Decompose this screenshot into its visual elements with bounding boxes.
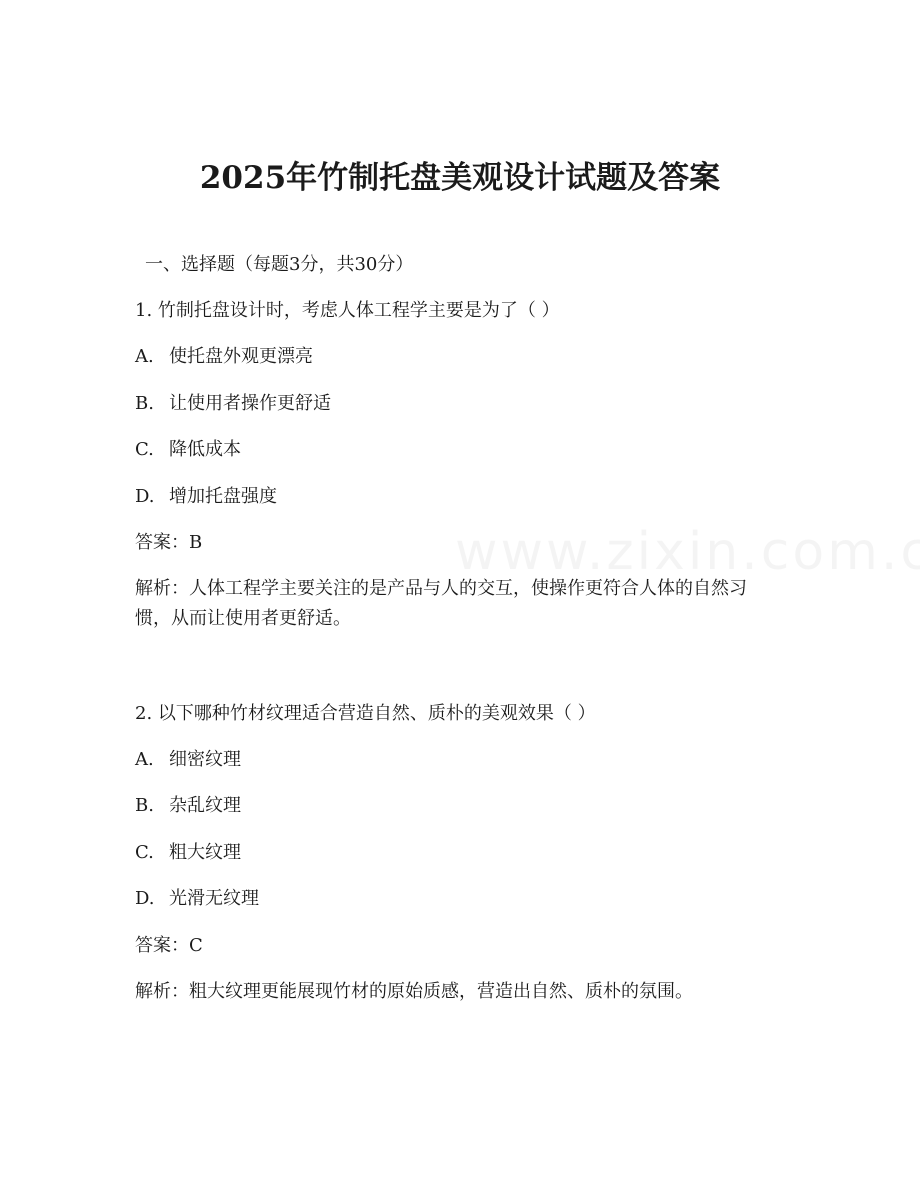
question-2-text: 2. 以下哪种竹材纹理适合营造自然、质朴的美观效果（ ） xyxy=(135,703,596,724)
question-2-option-b xyxy=(135,794,775,818)
question-2-option-c xyxy=(135,841,775,865)
question-1-option-b xyxy=(135,392,775,416)
question-1-text: 1. 竹制托盘设计时，考虑人体工程学主要是为了（ ） xyxy=(135,300,560,321)
option-text: 使托盘外观更漂亮 xyxy=(169,346,313,367)
option-letter: B. xyxy=(135,795,154,816)
question-1-option-a xyxy=(135,345,775,369)
option-text: 光滑无纹理 xyxy=(169,888,259,909)
option-letter: A. xyxy=(135,346,154,367)
question-2-option-a xyxy=(135,748,775,772)
option-letter: C. xyxy=(135,439,154,460)
option-letter: D. xyxy=(135,888,155,909)
option-letter: B. xyxy=(135,393,154,414)
option-letter: A. xyxy=(135,749,154,770)
option-text: 粗大纹理 xyxy=(169,842,241,863)
section-heading: 一、选择题（每题3分，共30分） xyxy=(145,254,414,275)
question-1-option-c xyxy=(135,438,775,462)
question-2-answer: 答案：C xyxy=(135,935,203,956)
option-letter: C. xyxy=(135,842,154,863)
document-title: 2025年竹制托盘美观设计试题及答案 xyxy=(199,160,721,196)
question-1-answer: 答案：B xyxy=(135,532,203,553)
option-text: 降低成本 xyxy=(169,439,241,460)
option-text: 增加托盘强度 xyxy=(169,486,277,507)
question-2-analysis: 解析：粗大纹理更能展现竹材的原始质感，营造出自然、质朴的氛围。 xyxy=(135,981,693,1002)
question-1-option-d xyxy=(135,485,775,509)
question-1-analysis: 解析：人体工程学主要关注的是产品与人的交互，使操作更符合人体的自然习惯，从而让使用者更舒适。 xyxy=(135,578,747,629)
option-text: 让使用者操作更舒适 xyxy=(169,393,331,414)
option-letter: D. xyxy=(135,486,155,507)
option-text: 杂乱纹理 xyxy=(169,795,241,816)
option-text: 细密纹理 xyxy=(169,749,241,770)
question-2-option-d xyxy=(135,887,775,911)
